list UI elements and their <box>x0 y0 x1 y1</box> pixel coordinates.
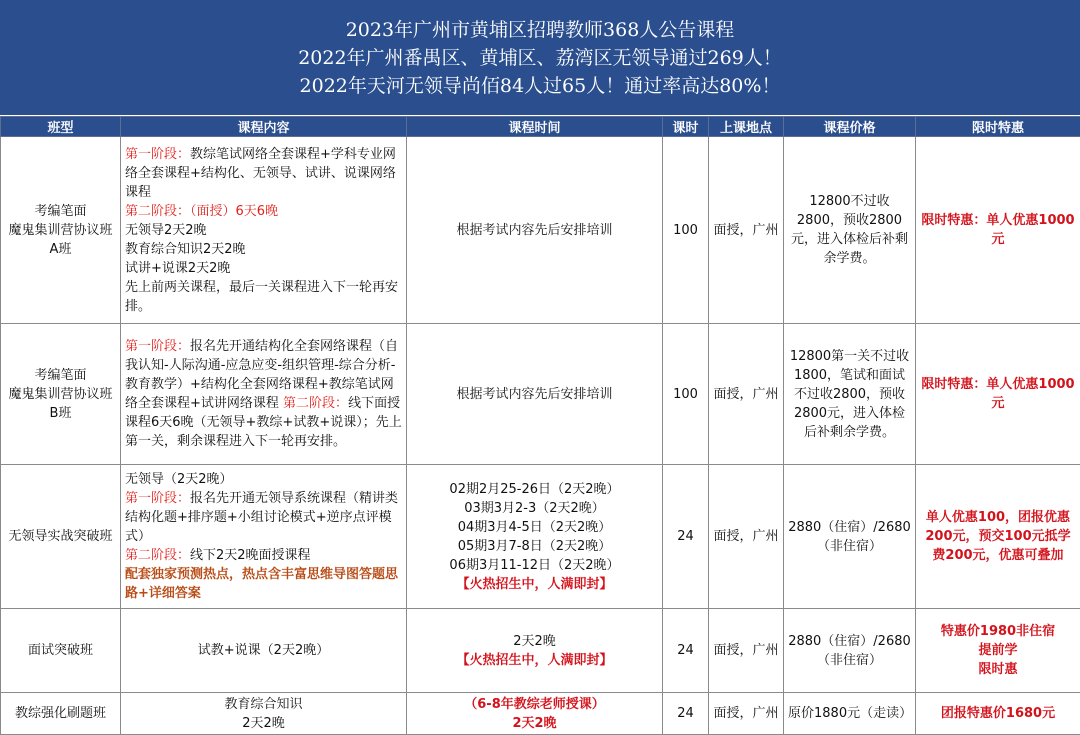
offer-line: 特惠价1980非住宿 <box>920 622 1076 641</box>
offer-line: 提前学 <box>920 641 1076 660</box>
banner-line-1: 2023年广州市黄埔区招聘教师368人公告课程 <box>0 0 1080 44</box>
time-hot: 【火热招生中，人满即封】 <box>411 651 658 670</box>
class-name-line: 考编笔面 <box>5 202 116 221</box>
time-line: （6-8年教综老师授课） <box>411 695 658 714</box>
content-line: 2天2晚 <box>125 714 402 733</box>
header-class: 班型 <box>1 117 121 137</box>
header-hours: 课时 <box>663 117 709 137</box>
stage1-label: 第一阶段： <box>125 147 190 162</box>
stage2-text: 线下2天2晚面授课程 <box>190 548 311 563</box>
course-price: 12800第一关不过收1800，笔试和面试不过收2800，预收2800元，进入体检后补剩余学费。 <box>784 324 916 465</box>
course-content <box>121 137 407 324</box>
class-name <box>1 324 121 465</box>
course-table <box>0 116 1080 735</box>
stage1-text: 报名先开通无领导系统课程（精讲类结构化题+排序题+小组讨论模式+逆序点评模式） <box>125 491 398 544</box>
stage1-text: 报名先开通结构化全套网络课程（自我认知-人际沟通-应急应变-组织管理-综合分析-教育教学）+结构化全套网络课程+教综笔试网络全套课程+试讲网络课程 <box>125 339 398 411</box>
class-name-line: 魔鬼集训营协议班 <box>5 221 116 240</box>
stage2-text: 线下面授课程6天6晚（无领导+教综+试教+说课）；先上第一关，剩余课程进入下一轮再安排。 <box>125 396 402 449</box>
banner-line-3: 2022年天河无领导尚佰84人过65人！通过率高达80%！ <box>0 72 1080 100</box>
course-offer: 限时特惠：单人优惠1000元 <box>916 324 1080 465</box>
class-name-line: B班 <box>5 404 116 423</box>
stage1-label: 第一阶段： <box>125 491 190 506</box>
table-row <box>1 137 1080 324</box>
table-row <box>1 693 1080 735</box>
course-offer: 团报特惠价1680元 <box>916 693 1080 735</box>
course-location: 面授，广州 <box>709 324 784 465</box>
time-line: 05期3月7-8日（2天2晚） <box>411 537 658 556</box>
content-line: 教育综合知识 <box>125 695 402 714</box>
course-price: 原价1880元（走读） <box>784 693 916 735</box>
content-line: 无领导2天2晚 <box>125 221 402 240</box>
content-line: 先上前两关课程，最后一关课程进入下一轮再安排。 <box>125 278 402 316</box>
class-name: 教综强化刷题班 <box>1 693 121 735</box>
course-location: 面授，广州 <box>709 609 784 693</box>
class-name-line: 考编笔面 <box>5 366 116 385</box>
course-hours: 24 <box>663 693 709 735</box>
time-line: 2天2晚 <box>411 632 658 651</box>
time-line: 2天2晚 <box>411 714 658 733</box>
time-line: 06期3月11-12日（2天2晚） <box>411 556 658 575</box>
course-offer: 单人优惠100，团报优惠200元，预交100元抵学费200元，优惠可叠加 <box>916 465 1080 609</box>
header-content: 课程内容 <box>121 117 407 137</box>
header-price: 课程价格 <box>784 117 916 137</box>
stage1-label: 第一阶段： <box>125 339 190 354</box>
course-time <box>407 609 663 693</box>
course-price: 2880（住宿）/2680（非住宿） <box>784 465 916 609</box>
course-location: 面授，广州 <box>709 465 784 609</box>
class-name-line: A班 <box>5 240 116 259</box>
course-time <box>407 465 663 609</box>
course-hours: 24 <box>663 609 709 693</box>
course-offer <box>916 609 1080 693</box>
time-line: 02期2月25-26日（2天2晚） <box>411 480 658 499</box>
course-offer: 限时特惠：单人优惠1000元 <box>916 137 1080 324</box>
content-line: 试讲+说课2天2晚 <box>125 259 402 278</box>
course-content <box>121 693 407 735</box>
stage1-text: 教综笔试网络全套课程+学科专业网络全套课程+结构化、无领导、试讲、说课网络课程 <box>125 147 396 200</box>
header-time: 课程时间 <box>407 117 663 137</box>
course-price: 2880（住宿）/2680（非住宿） <box>784 609 916 693</box>
course-content <box>121 465 407 609</box>
course-price: 12800不过收2800，预收2800元，进入体检后补剩余学费。 <box>784 137 916 324</box>
time-line: 04期3月4-5日（2天2晚） <box>411 518 658 537</box>
course-time: 根据考试内容先后安排培训 <box>407 137 663 324</box>
table-row <box>1 324 1080 465</box>
stage2-label: 第二阶段：（面授）6天6晚 <box>125 202 402 221</box>
course-location: 面授，广州 <box>709 693 784 735</box>
header-location: 上课地点 <box>709 117 784 137</box>
class-name <box>1 137 121 324</box>
course-time: 根据考试内容先后安排培训 <box>407 324 663 465</box>
content-line: 教育综合知识2天2晚 <box>125 240 402 259</box>
content-extra: 配套独家预测热点，热点含丰富思维导图答题思路+详细答案 <box>125 565 402 603</box>
content-line: 无领导（2天2晚） <box>125 470 402 489</box>
course-location: 面授，广州 <box>709 137 784 324</box>
table-header-row <box>1 117 1080 137</box>
banner-line-2: 2022年广州番禺区、黄埔区、荔湾区无领导通过269人！ <box>0 44 1080 72</box>
course-content <box>121 324 407 465</box>
stage2-label: 第二阶段： <box>125 548 190 563</box>
course-hours: 24 <box>663 465 709 609</box>
table-row <box>1 465 1080 609</box>
header-offer: 限时特惠 <box>916 117 1080 137</box>
class-name-line: 魔鬼集训营协议班 <box>5 385 116 404</box>
table-row <box>1 609 1080 693</box>
course-content: 试教+说课（2天2晚） <box>121 609 407 693</box>
course-hours: 100 <box>663 137 709 324</box>
stage2-label: 第二阶段： <box>283 396 348 411</box>
header-banner <box>0 0 1080 115</box>
offer-line: 限时惠 <box>920 660 1076 679</box>
course-hours: 100 <box>663 324 709 465</box>
time-line: 03期3月2-3（2天2晚） <box>411 499 658 518</box>
class-name: 面试突破班 <box>1 609 121 693</box>
class-name: 无领导实战突破班 <box>1 465 121 609</box>
course-time <box>407 693 663 735</box>
time-hot: 【火热招生中，人满即封】 <box>411 575 658 594</box>
